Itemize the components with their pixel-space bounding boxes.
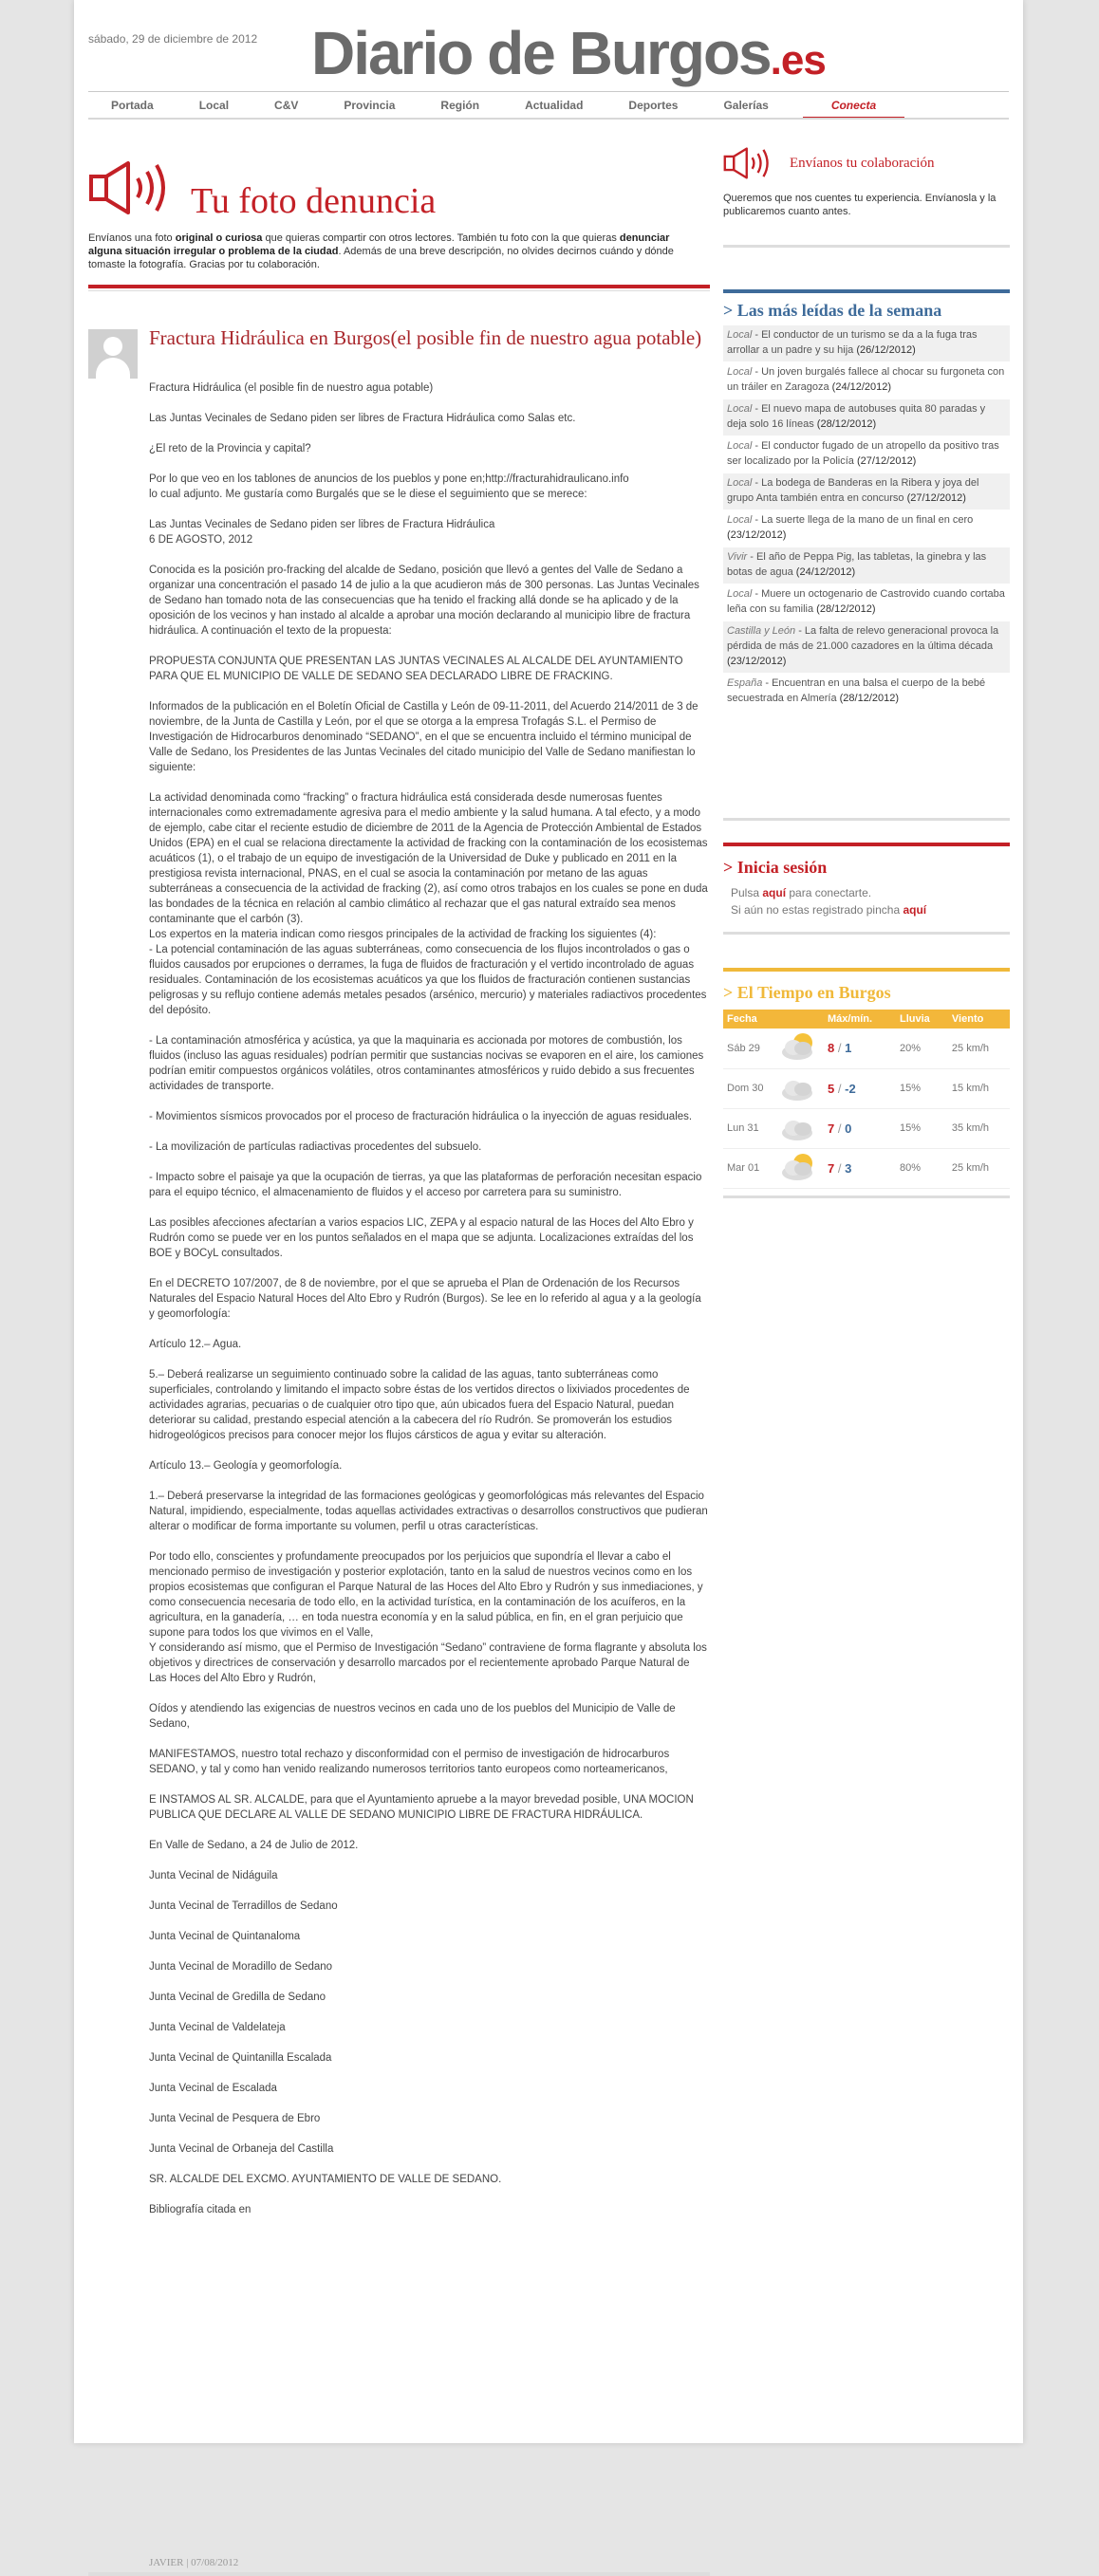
- nav-item-conecta[interactable]: Conecta: [803, 95, 904, 120]
- most-read-section: Local: [727, 403, 753, 415]
- login-rule: [723, 843, 1010, 846]
- nav-item-c-v[interactable]: C&V: [274, 99, 299, 112]
- nav-item-región[interactable]: Región: [440, 99, 480, 112]
- weather-rain: 15%: [896, 1068, 948, 1108]
- section-divider: [88, 285, 710, 291]
- article-paragraph: Junta Vecinal de Quintanilla Escalada: [149, 2052, 332, 2064]
- page-title: Tu foto denuncia: [191, 181, 437, 221]
- most-read-headline[interactable]: - Muere un octogenario de Castrovido cuando cortaba leña con su familia: [727, 588, 1005, 615]
- weather-maxmin: 7 / 0: [824, 1108, 896, 1148]
- most-read-headline[interactable]: - El conductor fugado de un atropello da positivo tras ser localizado por la Policía: [727, 440, 999, 467]
- article-paragraph: E INSTAMOS AL SR. ALCALDE, para que el Ayuntamiento apruebe a la mayor brevedad posible, UNA MOCION PUBLICA QUE DECLARE AL VALLE DE SEDANO MUNICIPIO LIBRE DE FRACTURA HIDRÁULICA.: [149, 1794, 694, 1821]
- article-paragraph: Artículo 13.– Geología y geomorfología.: [149, 1460, 343, 1472]
- article-paragraph: Oídos y atendiendo las exigencias de nuestros vecinos en cada uno de los pueblos del Municipio de Valle de Sedano,: [149, 1703, 676, 1730]
- article-paragraph: - La contaminación atmosférica y acústica, ya que la maquinaria es accionada por motores de combustión, los fluidos (incluso las aguas residuales) podrían permitir que sustancias nocivas se evaporen en el aire, los camiones podrían emitir compuestos orgánicos volátiles, otros contaminantes atmosféricos y ruido debido a sus frecuentes actividades de transporte.: [149, 1035, 704, 1092]
- most-read-item[interactable]: [723, 510, 1010, 547]
- article-paragraph: Las Juntas Vecinales de Sedano piden ser libres de Fractura Hidráulica 6 DE AGOSTO, 2012: [149, 519, 495, 546]
- article-paragraph: 1.– Deberá preservarse la integridad de las formaciones geológicas y geomorfológicas más relevantes del Espacio Natural, impidiendo, especialmente, todas aquellas actividades extractivas o desarrollos constructivos que pudieran alterar o modificar de forma importante su volumen, perfil u otras características.: [149, 1491, 708, 1532]
- most-read-headline[interactable]: - Un joven burgalés fallece al chocar su furgoneta con un tráiler en Zaragoza: [727, 366, 1005, 393]
- nav-item-deportes[interactable]: Deportes: [628, 99, 679, 112]
- most-read-rule: [723, 289, 1010, 293]
- weather-divider: [723, 1195, 1010, 1198]
- article-paragraph: Junta Vecinal de Orbaneja del Castilla: [149, 2143, 334, 2155]
- weather-row: [723, 1068, 1010, 1108]
- weather-maxmin: 8 / 1: [824, 1029, 896, 1068]
- weather-header-cell: Viento: [948, 1010, 1010, 1029]
- most-read-date: (26/12/2012): [856, 344, 916, 356]
- most-read-item[interactable]: [723, 473, 1010, 510]
- most-read-headline[interactable]: - La bodega de Banderas en la Ribera y joya del grupo Anta también entra en concurso: [727, 477, 979, 504]
- weather-rain: 20%: [896, 1029, 948, 1068]
- most-read-headline[interactable]: - El año de Peppa Pig, las tabletas, la ginebra y las botas de agua: [727, 551, 987, 578]
- weather-wind: 25 km/h: [948, 1029, 1010, 1068]
- denuncia-header: [88, 142, 710, 228]
- page: [74, 0, 1023, 2568]
- most-read-date: (27/12/2012): [906, 492, 966, 504]
- weather-header-row: [723, 1010, 1010, 1029]
- nav-item-galerías[interactable]: Galerías: [723, 99, 769, 112]
- nav-bottom-rule: [88, 118, 1009, 120]
- most-read-item[interactable]: [723, 584, 1010, 621]
- most-read-date: (28/12/2012): [839, 693, 900, 704]
- most-read-list: [723, 325, 1010, 711]
- article-paragraph: Junta Vecinal de Valdelateja: [149, 2022, 286, 2033]
- most-read-date: (27/12/2012): [856, 455, 917, 467]
- article-paragraph: Por lo que veo en los tablones de anuncios de los pueblos y pone en;http://fracturahidraulicano.info lo cual adjunto. Me gustaría como Burgalés que se le diese el seguimiento que se merece:: [149, 473, 629, 500]
- most-read-section: Local: [727, 477, 753, 489]
- weather-maxmin: 5 / -2: [824, 1068, 896, 1108]
- login-divider: [723, 932, 1010, 935]
- weather-header-cell: Fecha: [723, 1010, 824, 1029]
- weather-rain: 15%: [896, 1108, 948, 1148]
- site-logo[interactable]: [311, 19, 826, 87]
- weather-rule: [723, 968, 1010, 972]
- article-paragraph: En el DECRETO 107/2007, de 8 de noviembre, por el que se aprueba el Plan de Ordenación de los Recursos Naturales del Espacio Natural Hoces del Alto Ebro y Rudrón (Burgos). Se lee en lo referido al agua y a la geología y geomorfología:: [149, 1278, 701, 1320]
- collab-text: Queremos que nos cuentes tu experiencia. Envíanosla y la publicaremos cuanto antes.: [723, 193, 997, 217]
- nav-item-local[interactable]: Local: [198, 99, 230, 112]
- most-read-headline[interactable]: - La suerte llega de la mano de un final en cero: [752, 514, 974, 526]
- most-read-date: (24/12/2012): [795, 566, 856, 578]
- nav-item-portada[interactable]: Portada: [111, 99, 154, 112]
- sun-cloud-icon: [774, 1148, 824, 1188]
- cloud-icon: [774, 1068, 824, 1108]
- most-read-headline[interactable]: - La falta de relevo generacional provoca la pérdida de más de 21.000 cazadores en la última década: [727, 625, 999, 652]
- collab-link[interactable]: Envíanos tu colaboración: [790, 156, 935, 171]
- most-read-headline[interactable]: - El nuevo mapa de autobuses quita 80 paradas y deja solo 16 líneas: [727, 403, 986, 430]
- weather-rain: 80%: [896, 1148, 948, 1188]
- weather-day: Dom 30: [723, 1068, 774, 1108]
- article-author-date: JAVIER | 07/08/2012: [149, 2557, 239, 2568]
- login-text: Pulsa aquí para conectarte. Si aún no estas registrado pincha aquí: [731, 886, 927, 917]
- weather-wind: 15 km/h: [948, 1068, 1010, 1108]
- logo-tld: .es: [770, 37, 826, 83]
- weather-header-cell: Lluvia: [896, 1010, 948, 1029]
- collab-divider: [723, 245, 1010, 248]
- most-read-date: (23/12/2012): [727, 656, 787, 667]
- cloud-icon: [774, 1108, 824, 1148]
- article-paragraph: Junta Vecinal de Quintanaloma: [149, 1931, 301, 1942]
- most-read-item[interactable]: [723, 621, 1010, 674]
- header-date: sábado, 29 de diciembre de 2012: [88, 32, 258, 46]
- article-paragraph: Junta Vecinal de Escalada: [149, 2083, 277, 2094]
- article-paragraph: La actividad denominada como “fracking” o fractura hidráulica está considerada desde numerosas fuentes internacionales como extremadamente agresiva para el medio ambiente y la salud humana. A tal efecto, y a modo de ejemplo, cabe citar el reciente estudio de diciembre de 2011 de la Agencia de Protección Ambiental de Estados Unidos (EPA) en el cual se relaciona directamente la actividad de fracking con la contaminación de los ecosistemas acuáticos (1), o el trabajo de un equipo de investigación de la Universidad de Duke y publicado en 2011 en la prestigiosa revista internacional, PNAS, en el cual se asocia la contaminación por metano de las aguas subterráneas a consecuencia de la actividad de fracking (2), así como otros trabajos en los cuales se pone en duda las bondades de la técnica en relación al cambio climático al rechazar que el gas natural extraído sea menos contaminante que el carbón (3). Los expertos en la materia indican como riesgos principales de la actividad de fracking los siguientes (4): - La potencial contaminación de las aguas subterráneas, como consecuencia de los flujos incontrolados o gas o fluidos causados por erupciones o derrames, la fuga de fluidos de fracturación y el vertido incontrolado de aguas residuales. Contaminación de los ecosistemas acuáticos ya que los fluidos de fracturación contienen sustancias peligrosas y su reflujo contiene además metales pesados (arsénico, mercurio) y materiales radiactivos procedentes del depósito.: [149, 792, 708, 1016]
- weather-row: [723, 1029, 1010, 1068]
- most-read-section: Castilla y León: [727, 625, 796, 637]
- weather-wind: 35 km/h: [948, 1108, 1010, 1148]
- most-read-item[interactable]: [723, 399, 1010, 436]
- most-read-title: > Las más leídas de la semana: [723, 301, 942, 320]
- most-read-divider: [723, 818, 1010, 821]
- avatar: [88, 329, 138, 379]
- nav-item-provincia[interactable]: Provincia: [344, 99, 396, 112]
- weather-wind: 25 km/h: [948, 1148, 1010, 1188]
- article-paragraph: Fractura Hidráulica (el posible fin de nuestro agua potable): [149, 382, 434, 394]
- article-paragraph: Junta Vecinal de Nidáguila: [149, 1870, 278, 1881]
- megaphone-icon[interactable]: [723, 146, 776, 180]
- article-paragraph: Junta Vecinal de Gredilla de Sedano: [149, 1992, 326, 2003]
- article-paragraph: Las posibles afecciones afectarían a varios espacios LIC, ZEPA y al espacio natural de las Hoces del Alto Ebro y Rudrón como se puede ver en los puntos señalados en el mapa que se adjunta. Localizaciones extraídas del los BOE y BOCyL consultados.: [149, 1217, 694, 1259]
- register-link[interactable]: aquí: [903, 903, 927, 917]
- article-paragraph: SR. ALCALDE DEL EXCMO. AYUNTAMIENTO DE VALLE DE SEDANO.: [149, 2174, 502, 2185]
- weather-day: Mar 01: [723, 1148, 774, 1188]
- nav-item-actualidad[interactable]: Actualidad: [525, 99, 584, 112]
- weather-maxmin: 7 / 3: [824, 1148, 896, 1188]
- article-body: [149, 380, 709, 2233]
- article-paragraph: Junta Vecinal de Moradillo de Sedano: [149, 1961, 333, 1973]
- weather-day: Lun 31: [723, 1108, 774, 1148]
- main-column: [88, 142, 710, 2568]
- most-read-section: Vivir: [727, 551, 748, 563]
- article-divider: [88, 2572, 710, 2576]
- article-paragraph: PROPUESTA CONJUNTA QUE PRESENTAN LAS JUNTAS VECINALES AL ALCALDE DEL AYUNTAMIENTO PARA QUE EL MUNICIPIO DE VALLE DE SEDANO SEA DECLARADO LIBRE DE FRACKING.: [149, 656, 683, 682]
- article-paragraph: - La movilización de partículas radiactivas procedentes del subsuelo.: [149, 1141, 482, 1153]
- article-title[interactable]: Fractura Hidráulica en Burgos(el posible fin de nuestro agua potable): [149, 326, 702, 349]
- most-read-section: España: [727, 677, 763, 689]
- most-read-item[interactable]: [723, 674, 1010, 711]
- article-paragraph: Junta Vecinal de Terradillos de Sedano: [149, 1900, 338, 1912]
- article-paragraph: - Impacto sobre el paisaje ya que la ocupación de tierras, ya que las plataformas de perforación necesitan espacio para el equipo técnico, el almacenamiento de fluidos y el acceso por carretera para su suministro.: [149, 1172, 702, 1198]
- most-read-item[interactable]: [723, 362, 1010, 399]
- nav-top-rule: [88, 91, 1009, 92]
- megaphone-icon: [88, 159, 178, 216]
- weather-day: Sáb 29: [723, 1029, 774, 1068]
- most-read-date: (28/12/2012): [816, 418, 877, 430]
- most-read-date: (28/12/2012): [816, 603, 876, 615]
- most-read-section: Local: [727, 588, 753, 600]
- most-read-section: Local: [727, 329, 753, 341]
- article-paragraph: Junta Vecinal de Pesquera de Ebro: [149, 2113, 321, 2124]
- most-read-item[interactable]: [723, 325, 1010, 362]
- article-paragraph: 5.– Deberá realizarse un seguimiento continuado sobre la calidad de las aguas, tanto subterráneas como superficiales, controlando y limitando el impacto sobre éstas de los vertidos directos o lixiviados procedentes de actividades agrarias, pecuarias o de cualquier otro tipo que, aún ubicados fuera del Espacio Natural, puedan deteriorar su calidad, prestando especial atención a la cabecera del río Rudrón. Se promoverán los estudios hidrogeológicos precisos para conocer mejor los flujos cársticos de agua y evitar su alteración.: [149, 1369, 690, 1441]
- article-paragraph: Artículo 12.– Agua.: [149, 1339, 242, 1350]
- most-read-item[interactable]: [723, 436, 1010, 473]
- article-paragraph: - Movimientos sísmicos provocados por el proceso de fracturación hidráulica o la inyección de aguas residuales.: [149, 1111, 693, 1122]
- most-read-section: Local: [727, 366, 753, 378]
- most-read-headline[interactable]: - El conductor de un turismo se da a la fuga tras arrollar a un padre y su hija: [727, 329, 978, 356]
- most-read-section: Local: [727, 440, 753, 452]
- login-title: > Inicia sesión: [723, 858, 828, 877]
- most-read-date: (23/12/2012): [727, 529, 787, 541]
- article-paragraph: En Valle de Sedano, a 24 de Julio de 2012.: [149, 1840, 359, 1851]
- weather-title: > El Tiempo en Burgos: [723, 983, 891, 1002]
- weather-row: [723, 1108, 1010, 1148]
- login-link[interactable]: aquí: [762, 886, 787, 899]
- main-nav: [88, 95, 1009, 120]
- article-paragraph: Las Juntas Vecinales de Sedano piden ser libres de Fractura Hidráulica como Salas etc.: [149, 413, 576, 424]
- weather-header-cell: Máx/mín.: [824, 1010, 896, 1029]
- denuncia-intro: Envíanos una foto original o curiosa que quieras compartir con otros lectores. También tu foto con la que quieras denunciar alguna situación irregular o problema de la ciudad. Además de una breve descripción, no olvides decirnos cuándo y dónde tomaste la fotografía. Gracias por tu colaboración.: [88, 232, 674, 270]
- header: [88, 0, 1009, 123]
- article-paragraph: MANIFESTAMOS, nuestro total rechazo y disconformidad con el permiso de investigación de hidrocarburos SEDANO, y tal y como han venido realizando numerosos territorios tanto europeos como norteamericanos,: [149, 1749, 670, 1775]
- weather-table: [723, 1010, 1010, 1189]
- article-paragraph: Conocida es la posición pro-fracking del alcalde de Sedano, posición que llevó a gentes del Valle de Sedano a organizar una concentración el pasado 14 de julio a la que acudieron más de 300 personas. Las Juntas Vecinales de Sedano han tomado nota de las consecuencias que ha tenido el fracking allá donde se ha aplicado y de la oposición de los vecinos y han instado al alcalde a aprobar una moción declarando al municipio libre de fractura hidráulica. A continuación el texto de la propuesta:: [149, 565, 699, 637]
- most-read-section: Local: [727, 514, 753, 526]
- most-read-headline[interactable]: - Encuentran en una balsa el cuerpo de la bebé secuestrada en Almería: [727, 677, 986, 704]
- weather-row: [723, 1148, 1010, 1188]
- article-paragraph: Por todo ello, conscientes y profundamente preocupados por los perjuicios que supondría el llevar a cabo el mencionado permiso de investigación y posterior explotación, tanto en la salud de nuestros vecinos como en los propios ecosistemas que configuran el Parque Natural de las Hoces del Alto Ebro y Rudrón y sus inmediaciones, y como consecuencia necesaria de todo ello, en la actividad turística, en la contaminación de los acuíferos, en la agricultura, en la ganadería, … en toda nuestra economía y en la salud pública, en fin, en el gran perjuicio que supone para todos los que vivimos en el Valle, Y considerando así mismo, que el Permiso de Investigación “Sedano” contraviene de forma flagrante y absoluta los objetivos y directrices de conservación y desarrollo marcados por el recientemente aprobado Parque Natural de Las Hoces del Alto Ebro y Rudrón,: [149, 1551, 707, 1684]
- sun-cloud-icon: [774, 1029, 824, 1068]
- logo-main: Diario de Burgos: [311, 19, 771, 87]
- most-read-date: (24/12/2012): [831, 381, 892, 393]
- article-paragraph: Informados de la publicación en el Boletín Oficial de Castilla y León de 09-11-2011, del Acuerdo 214/2011 de 3 de noviembre, de la Junta de Castilla y León, por el que se otorga a la empresa Trofagás S.L. el Permiso de Investigación de Hidrocarburos denominado “SEDANO”, en el que se encuentra incluido el término municipal de Valle de Sedano, los Presidentes de las Juntas Vecinales del citado municipio del Valle de Sedano manifiestan lo siguiente:: [149, 701, 699, 773]
- most-read-item[interactable]: [723, 547, 1010, 584]
- article-paragraph: ¿El reto de la Provincia y capital?: [149, 443, 311, 454]
- article-paragraph: Bibliografía citada en: [149, 2204, 251, 2215]
